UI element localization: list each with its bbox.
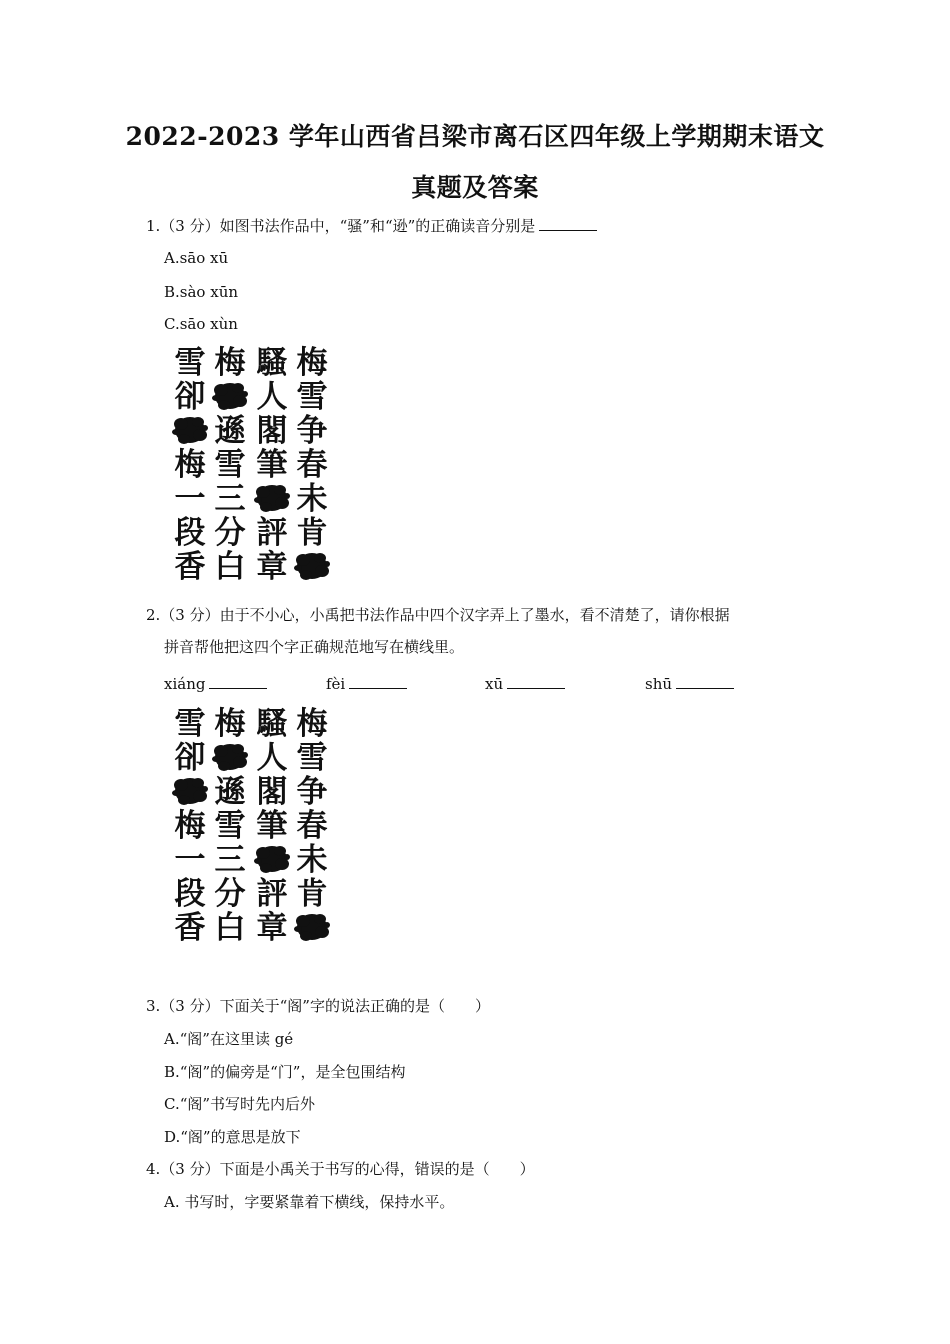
- calligraphy-character: 香: [174, 910, 206, 943]
- calligraphy-character: 人: [256, 740, 288, 776]
- ink-blot-icon: [212, 744, 248, 771]
- calligraphy-character: 一: [174, 842, 206, 878]
- calligraphy-character: 評: [256, 515, 288, 551]
- calligraphy-character: 梅: [214, 706, 246, 742]
- pinyin-blank-1: xiáng: [164, 674, 267, 694]
- ink-blot-icon: [212, 383, 248, 410]
- calligraphy-character: 肯: [296, 515, 328, 551]
- calligraphy-character: 評: [256, 876, 288, 912]
- calligraphy-character: 卻: [174, 379, 206, 415]
- calligraphy-character: 三: [214, 842, 246, 878]
- question-1-option-c: C.sāo xùn: [164, 315, 238, 333]
- calligraphy-character: 梅: [174, 808, 206, 844]
- calligraphy-character: 一: [174, 481, 206, 517]
- question-4-option-a: A. 书写时，字要紧靠着下横线，保持水平。: [164, 1193, 455, 1211]
- calligraphy-character: 梅: [296, 706, 328, 742]
- calligraphy-artwork: [162, 703, 332, 943]
- calligraphy-character: 章: [256, 549, 288, 582]
- calligraphy-character: 雪: [214, 447, 246, 483]
- question-3-option-c: C.“阁”书写时先内后外: [164, 1095, 316, 1113]
- calligraphy-character: 雪: [296, 740, 328, 776]
- pinyin-blank-4: shū: [645, 674, 734, 694]
- calligraphy-character: 分: [214, 515, 246, 551]
- calligraphy-character: 段: [174, 876, 206, 912]
- calligraphy-character: 三: [214, 481, 246, 517]
- question-3-stem: 3.（3 分）下面关于“阁”字的说法正确的是（ ）: [146, 997, 490, 1015]
- calligraphy-artwork: [162, 342, 332, 582]
- calligraphy-character: 未: [296, 842, 328, 878]
- question-4-stem: 4.（3 分）下面是小禹关于书写的心得，错误的是（ ）: [146, 1160, 535, 1178]
- ink-blot-icon: [294, 553, 330, 580]
- calligraphy-character: 閣: [256, 774, 288, 810]
- calligraphy-image-1: [162, 342, 332, 582]
- calligraphy-character: 章: [256, 910, 288, 943]
- document-title-line-2: 真题及答案: [411, 173, 539, 202]
- calligraphy-character: 白: [214, 910, 246, 943]
- calligraphy-character: 騷: [256, 345, 288, 381]
- calligraphy-character: 卻: [174, 740, 206, 776]
- ink-blot-icon: [294, 914, 330, 941]
- calligraphy-image-2: [162, 703, 332, 943]
- ink-blot-icon: [172, 778, 208, 805]
- pinyin-blank-3: xū: [485, 674, 565, 694]
- calligraphy-character: 遜: [214, 413, 246, 449]
- calligraphy-character: 香: [174, 549, 206, 582]
- calligraphy-character: 梅: [214, 345, 246, 381]
- ink-blot-icon: [254, 846, 290, 873]
- calligraphy-character: 筆: [256, 808, 288, 844]
- calligraphy-character: 争: [296, 774, 328, 810]
- ink-blot-icon: [172, 417, 208, 444]
- question-3-option-b: B.“阁”的偏旁是“门”，是全包围结构: [164, 1063, 406, 1081]
- calligraphy-character: 春: [296, 447, 328, 483]
- document-title-line-1: 2022-2023 学年山西省吕梁市离石区四年级上学期期末语文: [125, 122, 825, 151]
- calligraphy-character: 段: [174, 515, 206, 551]
- calligraphy-character: 争: [296, 413, 328, 449]
- calligraphy-character: 肯: [296, 876, 328, 912]
- pinyin-blank-2: fèi: [326, 674, 407, 694]
- question-1-stem: 1.（3 分）如图书法作品中，“骚”和“逊”的正确读音分别是: [146, 216, 597, 236]
- calligraphy-character: 人: [256, 379, 288, 415]
- calligraphy-character: 春: [296, 808, 328, 844]
- calligraphy-character: 遜: [214, 774, 246, 810]
- question-1-option-b: B.sào xūn: [164, 283, 239, 301]
- calligraphy-character: 梅: [174, 447, 206, 483]
- calligraphy-character: 雪: [174, 706, 206, 742]
- ink-blot-icon: [254, 485, 290, 512]
- calligraphy-character: 白: [214, 549, 246, 582]
- question-2-stem-line-1: 2.（3 分）由于不小心，小禹把书法作品中四个汉字弄上了墨水，看不清楚了，请你根据: [146, 606, 730, 624]
- calligraphy-character: 梅: [296, 345, 328, 381]
- question-1-option-a: A.sāo xū: [164, 249, 229, 267]
- calligraphy-character: 分: [214, 876, 246, 912]
- calligraphy-character: 騷: [256, 706, 288, 742]
- calligraphy-character: 雪: [174, 345, 206, 381]
- calligraphy-character: 雪: [296, 379, 328, 415]
- calligraphy-character: 未: [296, 481, 328, 517]
- question-2-stem-line-2: 拼音帮他把这四个字正确规范地写在横线里。: [164, 638, 465, 656]
- question-3-option-d: D.“阁”的意思是放下: [164, 1128, 301, 1146]
- calligraphy-character: 閣: [256, 413, 288, 449]
- question-3-option-a: A.“阁”在这里读 gé: [164, 1030, 294, 1048]
- answer-blank: [539, 216, 597, 231]
- calligraphy-character: 雪: [214, 808, 246, 844]
- calligraphy-character: 筆: [256, 447, 288, 483]
